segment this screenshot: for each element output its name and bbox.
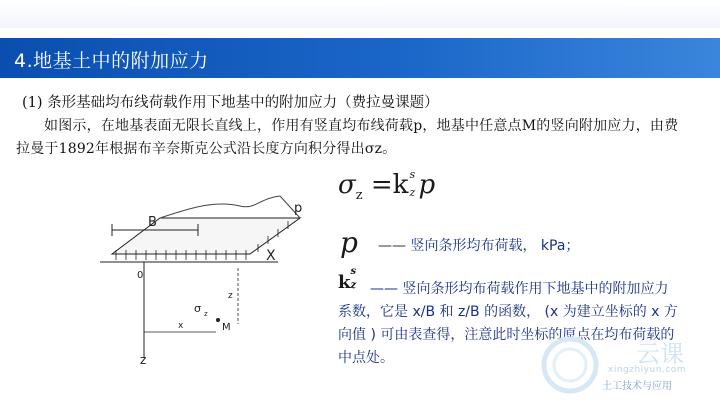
label-sigma-sub: z <box>204 310 208 318</box>
label-p: p <box>294 201 303 216</box>
strip-back-edge <box>160 196 280 218</box>
k-description: —— 竖向条形均布荷载作用下地基中的附加应力系数，它是 x/B 和 z/B 的函数， (x 为建立坐标的 x 方向值 ) 可由表查得，注意此时坐标的原点在均布荷载的中点处。 <box>338 281 678 366</box>
watermark-subtitle: 土工技术与应用 <box>602 381 672 392</box>
k-symbol: k <box>338 272 351 293</box>
watermark-ring <box>544 339 596 391</box>
title-bar <box>0 38 720 78</box>
label-B: B <box>148 215 157 230</box>
k-symbol-sub: z <box>350 280 357 291</box>
slide-subtitle: (1) 条形基础均布线荷载作用下地基中的附加应力（费拉曼课题） <box>22 95 439 111</box>
label-x-dim: x <box>178 321 184 331</box>
watermark-url: xingzhiyun.com <box>608 365 686 375</box>
formula-sigma-sub: z <box>355 188 363 203</box>
p-description: 竖向条形均布荷载， kPa； <box>410 238 580 254</box>
watermark-inner-ring <box>554 349 586 381</box>
top-band <box>0 0 720 28</box>
label-x-axis: X <box>266 248 276 264</box>
p-symbol: p <box>340 226 358 259</box>
strip-load-diagram <box>90 188 330 368</box>
formula-sigma: σ <box>338 170 356 200</box>
label-z-axis: z <box>140 353 147 367</box>
slide-title: 4.地基土中的附加应力 <box>14 50 209 72</box>
label-sigma: σ <box>194 302 201 315</box>
formula-p: p <box>418 170 436 200</box>
k-symbol-sup: s <box>350 266 357 277</box>
p-dash: —— <box>378 238 406 254</box>
label-M: M <box>222 322 231 333</box>
label-origin: 0 <box>137 270 144 281</box>
formula-k: k <box>392 170 409 200</box>
formula-equals: = <box>370 170 393 200</box>
p-description-line <box>378 235 579 255</box>
point-M <box>216 318 220 322</box>
formula-k-sub: z <box>409 186 416 199</box>
watermark-big-text: 云课 <box>636 340 684 368</box>
intro-paragraph: 如图示，在地基表面无限长直线上，作用有竖直均布线荷载p，地基中任意点M的竖向附加应力，由费拉曼于1892年根据布辛奈斯克公式沿长度方向积分得出σz。 <box>16 118 679 157</box>
label-z-dim: z <box>228 291 233 301</box>
formula-k-sup: s <box>409 168 416 181</box>
formula <box>338 170 435 203</box>
